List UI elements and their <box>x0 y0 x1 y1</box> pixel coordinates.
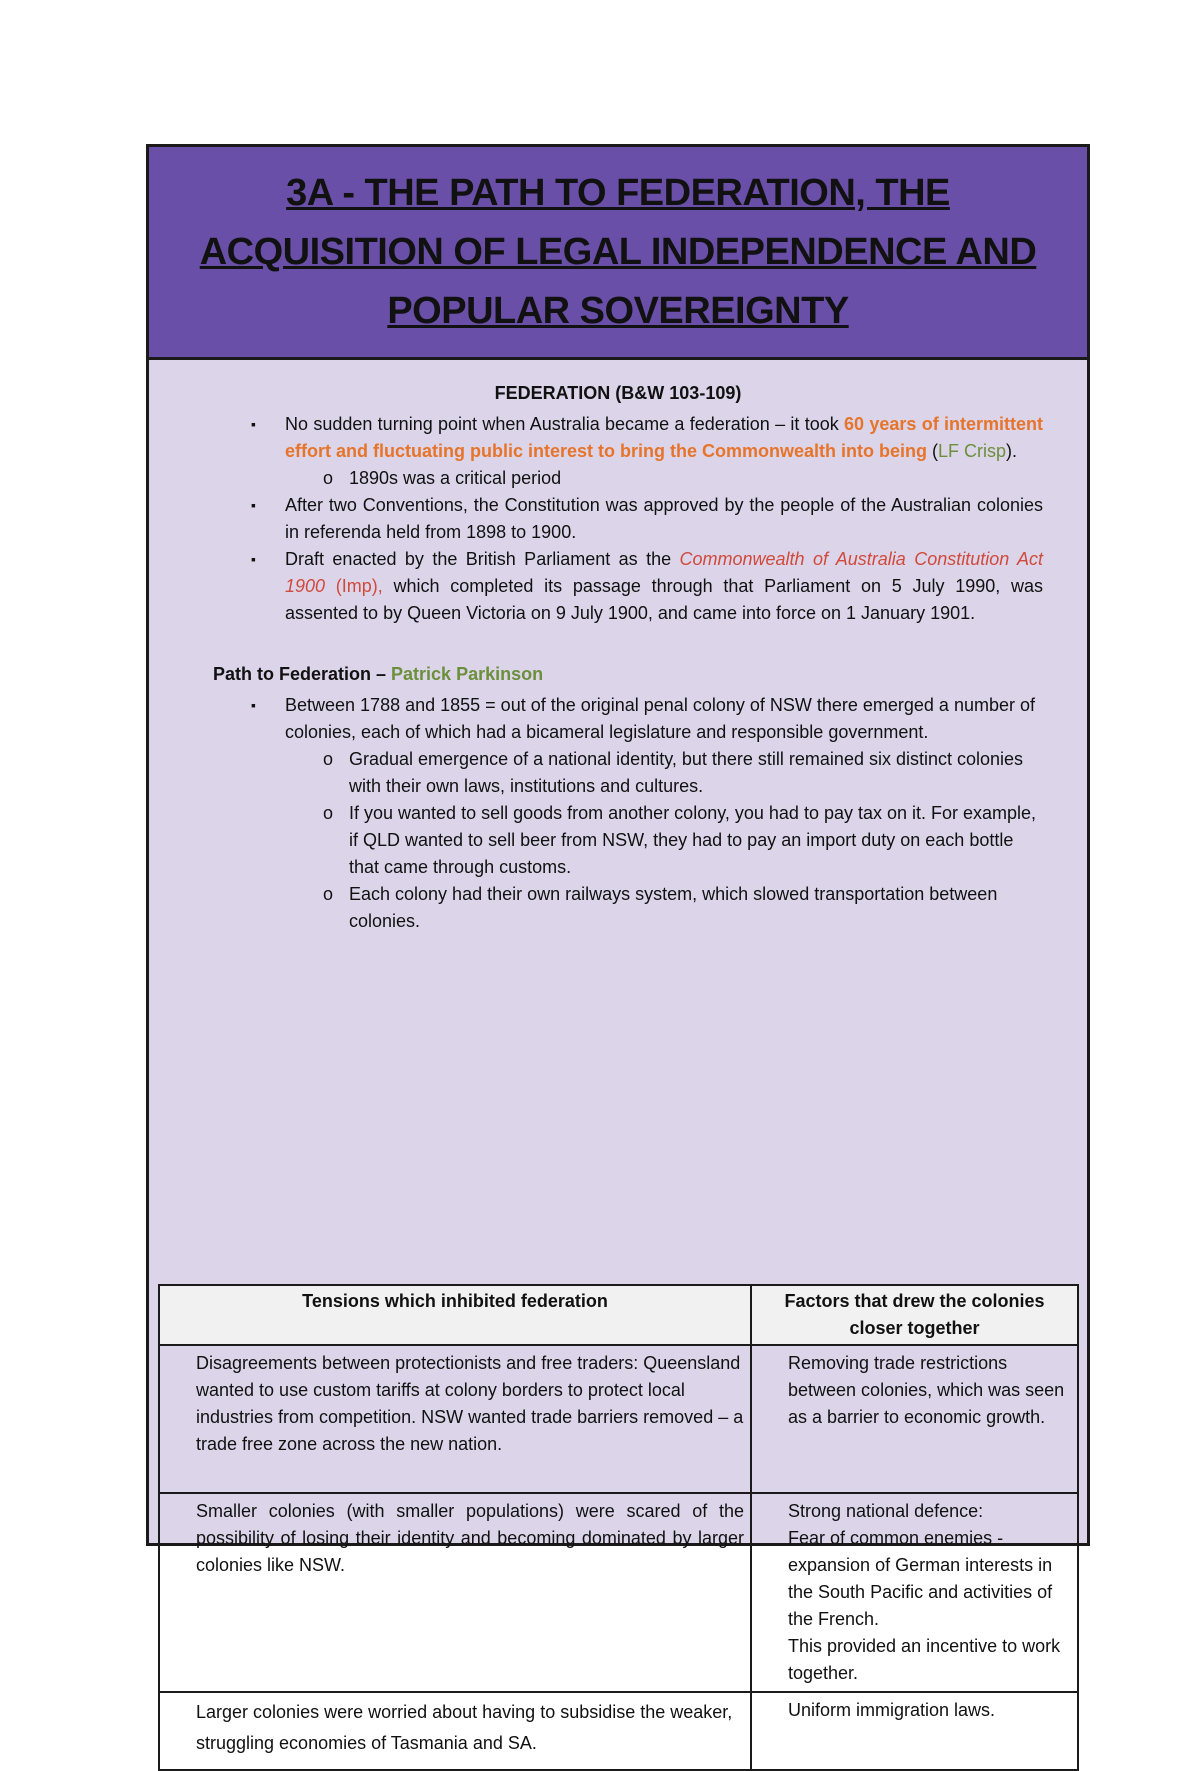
federation-heading: FEDERATION (B&W 103-109) <box>494 383 742 403</box>
sub-list-item: o If you wanted to sell goods from another colony, you had to pay tax on it. For example, if QLD wanted to sell beer from NSW, they had to pay an import duty on each bottle that came through customs. <box>349 800 1043 881</box>
table-row <box>159 1345 1078 1493</box>
circle-bullet-icon: o <box>323 749 334 769</box>
table-cell: Removing trade restrictions between colonies, which was seen as a barrier to economic growth. <box>751 1345 1078 1493</box>
tensions-table <box>158 1284 1079 1771</box>
circle-bullet-icon: o <box>323 803 334 823</box>
bullet-icon: ▪ <box>251 416 256 432</box>
table-row <box>159 1493 1078 1692</box>
page-title: 3A - THE PATH TO FEDERATION, THE ACQUISITION OF LEGAL INDEPENDENCE AND POPULAR SOVEREIGNTY <box>199 171 1037 332</box>
column-header: Factors that drew the colonies closer together <box>751 1285 1078 1345</box>
content-area <box>149 380 1087 1753</box>
table-cell: Smaller colonies (with smaller populations) were scared of the possibility of losing their identity and becoming dominated by larger colonies like NSW. <box>159 1493 751 1692</box>
circle-bullet-icon: o <box>323 468 334 488</box>
table-cell: Larger colonies were worried about having to subsidise the weaker, struggling economies of Tasmania and SA. <box>159 1692 751 1770</box>
sub-list-item: o Gradual emergence of a national identity, but there still remained six distinct colonies with their own laws, institutions and cultures. <box>349 746 1043 800</box>
path-heading: Path to Federation – Patrick Parkinson <box>213 664 544 684</box>
table-cell: Disagreements between protectionists and free traders: Queensland wanted to use custom tariffs at colony borders to protect local industries from competition. NSW wanted trade barriers removed – a trade free zone across the new nation. <box>159 1345 751 1493</box>
list-item: ▪ Draft enacted by the British Parliament as the Commonwealth of Australia Constitution Act 1900 (Imp), which completed its passage through that Parliament on 5 July 1990, was assented to by Queen Victoria on 9 July 1900, and came into force on 1 January 1901. <box>285 546 1043 627</box>
list-item: ▪ After two Conventions, the Constitution was approved by the people of the Australian colonies in referenda held from 1898 to 1900. <box>285 492 1043 546</box>
act-name: Commonwealth of Australia Constitution Act 1900 <box>285 549 1043 596</box>
column-header: Tensions which inhibited federation <box>159 1285 751 1345</box>
sub-list <box>285 465 1043 492</box>
federation-list <box>149 411 1087 627</box>
bullet-icon: ▪ <box>251 497 256 513</box>
sub-list <box>285 746 1043 935</box>
table-cell: Strong national defence: Fear of common enemies - expansion of German interests in the South Pacific and activities of the French. This provided an incentive to work together. <box>751 1493 1078 1692</box>
table-row <box>159 1692 1078 1770</box>
sub-list-item: o 1890s was a critical period <box>349 465 1043 492</box>
citation: LF Crisp <box>937 441 1006 461</box>
circle-bullet-icon: o <box>323 884 334 904</box>
highlight-quote: 60 years of intermittent effort and fluctuating public interest to bring the Commonwealth into being <box>285 414 1044 461</box>
bullet-icon: ▪ <box>251 697 256 713</box>
list-item: ▪ Between 1788 and 1855 = out of the original penal colony of NSW there emerged a number of colonies, each of which had a bicameral legislature and responsible government. o Gradual emergence of a national identity, but there still remained six distinct colonies with their own laws, institutions and cultures. o If you wanted to sell goods from another colony, you had to pay tax on it. For example, if QLD wanted to sell beer from NSW, they had to pay an import duty on each bottle that came through customs. o Each colony had their own railways system, which slowed transportation between colonies. <box>285 692 1043 935</box>
bullet-icon: ▪ <box>251 551 256 567</box>
table-header-row <box>159 1285 1078 1345</box>
document-frame <box>146 144 1090 1753</box>
list-item: ▪ No sudden turning point when Australia became a federation – it took 60 years of intermittent effort and fluctuating public interest to bring the Commonwealth into being (LF Crisp). o 1890s was a critical period <box>285 411 1043 492</box>
author-name: Patrick Parkinson <box>391 664 544 684</box>
table-cell: Uniform immigration laws. <box>751 1692 1078 1770</box>
title-banner <box>149 147 1087 360</box>
path-list <box>149 692 1087 935</box>
sub-list-item: o Each colony had their own railways system, which slowed transportation between colonies. <box>349 881 1043 935</box>
